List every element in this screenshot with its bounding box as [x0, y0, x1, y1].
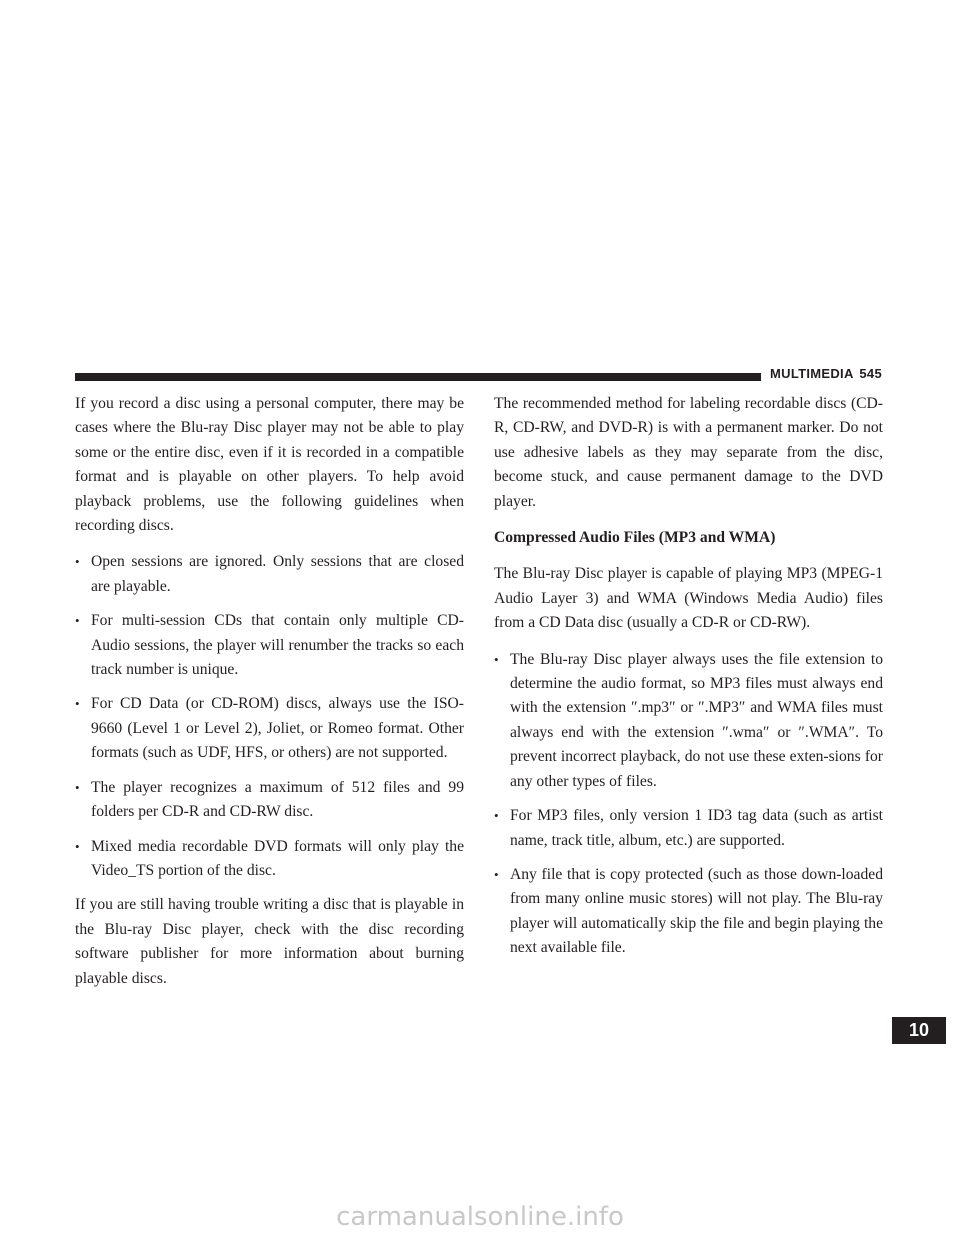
bullet-icon: • [75, 838, 80, 854]
list-item: • The Blu-ray Disc player always uses the file extension to determine the audio format, so MP3 files must always end with the extension ″.mp3″ or ″.MP3″ and WMA files must always end with the extension ″.wma″ or ″.WMA″. To prevent incorrect playback, do not use these exten-sions for any other types of files. [494, 648, 883, 794]
intro-paragraph: If you record a disc using a personal computer, there may be cases where the Blu-ray Disc player may not be able to play some or the entire disc, even if it is recorded in a compatible format and is playable on other players. To help avoid playback problems, use the following guidelines when recording discs. [75, 395, 464, 535]
list-item: • For CD Data (or CD-ROM) discs, always use the ISO-9660 (Level 1 or Level 2), Joliet, or Romeo format. Other formats (such as UDF, HFS, or others) are not supported. [75, 692, 464, 765]
bullet-icon: • [75, 613, 80, 629]
bullet-icon: • [75, 554, 80, 570]
list-item: • Open sessions are ignored. Only sessions that are closed are playable. [75, 550, 464, 599]
header-rule [75, 373, 761, 381]
labeling-paragraph: The recommended method for labeling recordable discs (CD-R, CD-RW, and DVD-R) is with a permanent marker. Do not use adhesive labels as they may separate from the disc, become stuck, and cause permanent damage to the DVD player. [494, 395, 883, 510]
chapter-tab: 10 [892, 1017, 946, 1044]
recording-guidelines-list [75, 550, 464, 883]
right-column [494, 392, 883, 971]
bullet-icon: • [494, 866, 499, 882]
closing-paragraph: If you are still having trouble writing a disc that is playable in the Blu-ray Disc player, check with the disc recording software publisher for more information about burning playable discs. [75, 896, 464, 987]
list-item: • The player recognizes a maximum of 512 files and 99 folders per CD-R and CD-RW disc. [75, 776, 464, 825]
section-title: MULTIMEDIA [770, 366, 854, 381]
left-column [75, 392, 464, 1003]
list-item: • Any file that is copy protected (such as those down-loaded from many online music stores) will not play. The Blu-ray player will automatically skip the file and begin playing the next available file. [494, 863, 883, 961]
list-item: • For multi-session CDs that contain only multiple CD-Audio sessions, the player will renumber the tracks so each track number is unique. [75, 609, 464, 682]
capability-paragraph: The Blu-ray Disc player is capable of playing MP3 (MPEG-1 Audio Layer 3) and WMA (Windows Media Audio) files from a CD Data disc (usually a CD-R or CD-RW). [494, 565, 883, 632]
section-heading: Compressed Audio Files (MP3 and WMA) [494, 529, 776, 547]
watermark: carmanualsonline.info [336, 1202, 624, 1232]
running-header [770, 366, 882, 381]
bullet-icon: • [75, 779, 80, 795]
page-number: 545 [859, 366, 882, 381]
audio-files-list [494, 648, 883, 961]
bullet-icon: • [75, 696, 80, 712]
bullet-icon: • [494, 808, 499, 824]
bullet-icon: • [494, 651, 499, 667]
list-item: • For MP3 files, only version 1 ID3 tag data (such as artist name, track title, album, etc.) are supported. [494, 804, 883, 853]
list-item: • Mixed media recordable DVD formats will only play the Video_TS portion of the disc. [75, 835, 464, 884]
